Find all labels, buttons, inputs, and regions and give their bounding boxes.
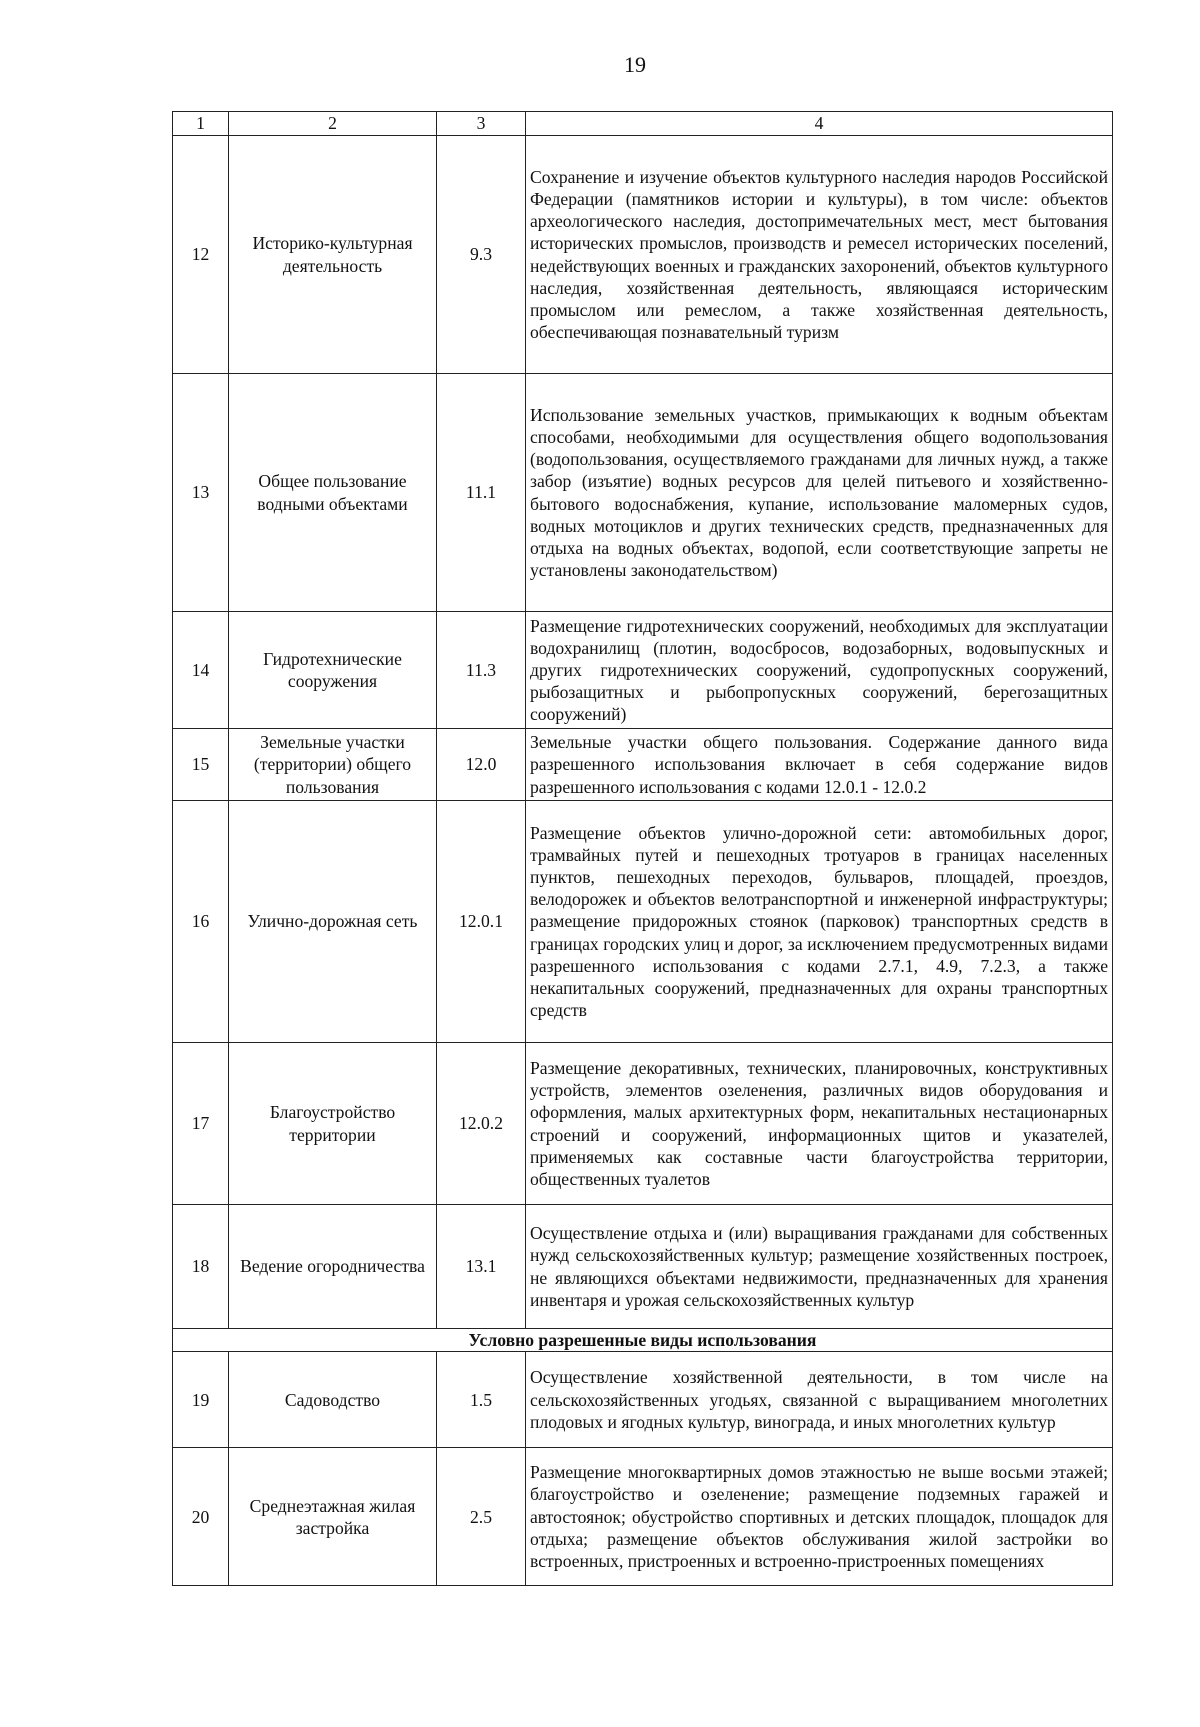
use-type-description: Размещение декоративных, технических, планировочных, конструктивных устройств, элементов озеленения, различных видов оборудования и оформления, малых архитектурных форм, некапитальных нестационарных строений и сооружений, информационных щитов и указателей, применяемых как составные части благоустройства территории, общественных туалетов bbox=[526, 1043, 1113, 1205]
row-number: 13 bbox=[173, 374, 229, 612]
use-type-description: Размещение многоквартирных домов этажностью не выше восьми этажей; благоустройство и озеленение; размещение подземных гаражей и автостоянок; обустройство спортивных и детских площадок, площадок для отдыха; размещение объектов обслуживания жилой застройки во встроенных, пристроенных и встроенно-пристроенных помещениях bbox=[526, 1448, 1113, 1586]
column-header: 3 bbox=[437, 112, 526, 136]
use-type-code: 11.1 bbox=[437, 374, 526, 612]
use-type-code: 9.3 bbox=[437, 136, 526, 374]
use-type-description: Сохранение и изучение объектов культурного наследия народов Российской Федерации (памятников истории и культуры), в том числе: объектов археологического наследия, достопримечательных мест, мест бытования исторических промыслов, производств и ремесел исторических поселений, недействующих военных и гражданских захоронений, объектов культурного наследия, хозяйственная деятельность, являющаяся историческим промыслом или ремеслом, а также хозяйственная деятельность, обеспечивающая познавательный туризм bbox=[526, 136, 1113, 374]
table-row bbox=[173, 729, 1113, 801]
land-use-table bbox=[172, 111, 1113, 1586]
use-type-name: Гидротехнические сооружения bbox=[229, 612, 437, 729]
use-type-name: Земельные участки (территории) общего пользования bbox=[229, 729, 437, 801]
use-type-description: Размещение гидротехнических сооружений, необходимых для эксплуатации водохранилищ (плотин, водосбросов, водозаборных, водовыпускных и других гидротехнических сооружений, судопропускных сооружений, рыбозащитных и рыбопропускных сооружений, берегозащитных сооружений) bbox=[526, 612, 1113, 729]
column-header: 1 bbox=[173, 112, 229, 136]
table-row bbox=[173, 136, 1113, 374]
use-type-description: Земельные участки общего пользования. Содержание данного вида разрешенного использования включает в себя содержание видов разрешенного использования с кодами 12.0.1 - 12.0.2 bbox=[526, 729, 1113, 801]
row-number: 20 bbox=[173, 1448, 229, 1586]
table-row bbox=[173, 612, 1113, 729]
use-type-name: Улично-дорожная сеть bbox=[229, 801, 437, 1043]
use-type-code: 13.1 bbox=[437, 1205, 526, 1329]
table-row bbox=[173, 1352, 1113, 1448]
table-row bbox=[173, 1448, 1113, 1586]
use-type-name: Среднеэтажная жилая застройка bbox=[229, 1448, 437, 1586]
table-header-row bbox=[173, 112, 1113, 136]
row-number: 14 bbox=[173, 612, 229, 729]
row-number: 12 bbox=[173, 136, 229, 374]
page-number: 19 bbox=[624, 52, 646, 77]
column-header: 4 bbox=[526, 112, 1113, 136]
use-type-name: Благоустройство территории bbox=[229, 1043, 437, 1205]
row-number: 19 bbox=[173, 1352, 229, 1448]
section-title: Условно разрешенные виды использования bbox=[173, 1329, 1113, 1352]
use-type-name: Ведение огородничества bbox=[229, 1205, 437, 1329]
use-type-description: Размещение объектов улично-дорожной сети: автомобильных дорог, трамвайных путей и пешеходных тротуаров в границах населенных пунктов, пешеходных переходов, бульваров, площадей, проездов, велодорожек и объектов велотранспортной и инженерной инфраструктуры; размещение придорожных стоянок (парковок) транспортных средств в границах городских улиц и дорог, за исключением предусмотренных видами разрешенного использования с кодами 2.7.1, 4.9, 7.2.3, а также некапитальных сооружений, предназначенных для охраны транспортных средств bbox=[526, 801, 1113, 1043]
use-type-code: 1.5 bbox=[437, 1352, 526, 1448]
use-type-code: 12.0 bbox=[437, 729, 526, 801]
use-type-code: 2.5 bbox=[437, 1448, 526, 1586]
use-type-name: Садоводство bbox=[229, 1352, 437, 1448]
use-type-code: 11.3 bbox=[437, 612, 526, 729]
use-type-code: 12.0.2 bbox=[437, 1043, 526, 1205]
section-row bbox=[173, 1329, 1113, 1352]
table-row bbox=[173, 1043, 1113, 1205]
use-type-name: Общее пользование водными объектами bbox=[229, 374, 437, 612]
column-header: 2 bbox=[229, 112, 437, 136]
use-type-description: Осуществление отдыха и (или) выращивания гражданами для собственных нужд сельскохозяйственных культур; размещение хозяйственных построек, не являющихся объектами недвижимости, предназначенных для хранения инвентаря и урожая сельскохозяйственных культур bbox=[526, 1205, 1113, 1329]
table-row bbox=[173, 374, 1113, 612]
use-type-description: Осуществление хозяйственной деятельности, в том числе на сельскохозяйственных угодьях, связанной с выращиванием многолетних плодовых и ягодных культур, винограда, и иных многолетних культур bbox=[526, 1352, 1113, 1448]
use-type-name: Историко-культурная деятельность bbox=[229, 136, 437, 374]
row-number: 16 bbox=[173, 801, 229, 1043]
row-number: 18 bbox=[173, 1205, 229, 1329]
table-row bbox=[173, 801, 1113, 1043]
row-number: 17 bbox=[173, 1043, 229, 1205]
row-number: 15 bbox=[173, 729, 229, 801]
use-type-code: 12.0.1 bbox=[437, 801, 526, 1043]
use-type-description: Использование земельных участков, примыкающих к водным объектам способами, необходимыми для осуществления общего водопользования (водопользования, осуществляемого гражданами для личных нужд, а также забор (изъятие) водных ресурсов для целей питьевого и хозяйственно-бытового водоснабжения, купание, использование маломерных судов, водных мотоциклов и других технических средств, предназначенных для отдыха на водных объектах, водопой, если соответствующие запреты не установлены законодательством) bbox=[526, 374, 1113, 612]
table-row bbox=[173, 1205, 1113, 1329]
